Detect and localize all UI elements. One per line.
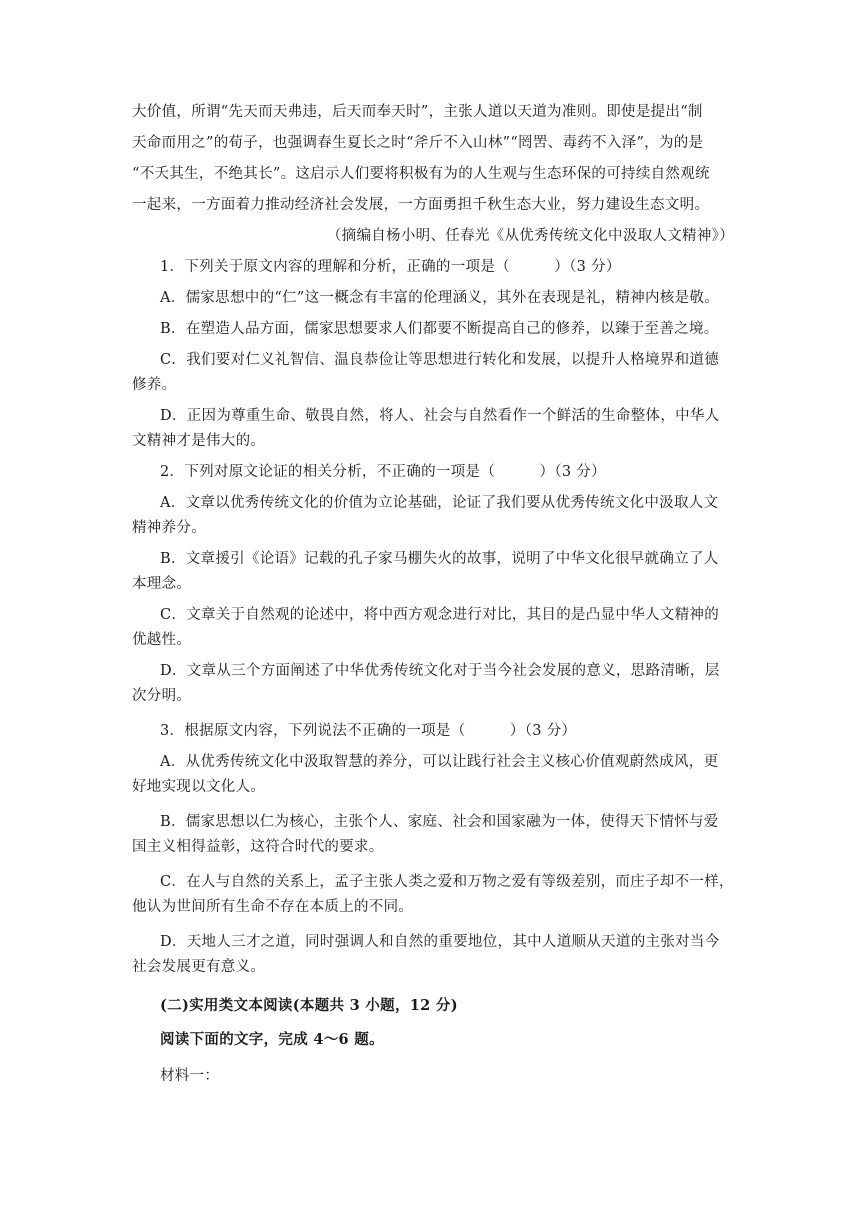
question-2-option-d-cont: 次分明。 [132, 688, 192, 704]
question-2-option-d: D．文章从三个方面阐述了中华优秀传统文化对于当今社会发展的意义，思路清晰，层 [160, 663, 720, 679]
section-heading: (二)实用类文本阅读(本题共 3 小题，12 分) [160, 997, 458, 1014]
question-1-stem: 1．下列关于原文内容的理解和分析，正确的一项是（ ）（3 分） [160, 259, 621, 275]
question-1-option-b: B．在塑造人品方面，儒家思想要求人们都要不断提高自己的修养，以臻于至善之境。 [160, 321, 719, 337]
question-1-option-c: C．我们要对仁义礼智信、温良恭俭让等思想进行转化和发展，以提升人格境界和道德 [160, 352, 719, 368]
question-1-option-d-cont: 文精神才是伟大的。 [132, 433, 266, 449]
passage-line-1: 大价值，所谓“先天而天弗违，后天而奉天时”，主张人道以天道为准则。即使是提出“制 [132, 104, 703, 120]
question-2-option-c-cont: 优越性。 [132, 632, 192, 648]
question-3-option-a: A．从优秀传统文化中汲取智慧的养分，可以让践行社会主义核心价值观蔚然成风，更 [160, 754, 719, 770]
passage-source: （摘编自杨小明、任春光《从优秀传统文化中汲取人文精神》） [326, 228, 734, 244]
question-3-option-a-cont: 好地实现以文化人。 [132, 779, 266, 795]
material-label: 材料一： [160, 1068, 220, 1084]
question-1-option-c-cont: 修养。 [132, 377, 177, 393]
question-3-stem: 3．根据原文内容，下列说法不正确的一项是（ ）（3 分） [160, 723, 577, 739]
question-1-option-a: A．儒家思想中的“仁”这一概念有丰富的伦理涵义，其外在表现是礼，精神内核是敬。 [160, 290, 719, 306]
question-2-option-a: A．文章以优秀传统文化的价值为立论基础，论证了我们要从优秀传统文化中汲取人文 [160, 495, 719, 511]
question-2-option-c: C．文章关于自然观的论述中，将中西方观念进行对比，其目的是凸显中华人文精神的 [160, 607, 719, 623]
passage-line-4: 一起来，一方面着力推动经济社会发展，一方面勇担千秋生态大业，努力建设生态文明。 [132, 197, 710, 213]
passage-line-3: “不夭其生，不绝其长”。这启示人们要将积极有为的人生观与生态环保的可持续自然观统 [132, 166, 710, 182]
question-1-option-d: D．正因为尊重生命、敬畏自然，将人、社会与自然看作一个鲜活的生命整体，中华人 [160, 408, 720, 424]
question-2-option-a-cont: 精神养分。 [132, 520, 206, 536]
section-instruction: 阅读下面的文字，完成 4～6 题。 [160, 1031, 384, 1048]
question-3-option-b: B．儒家思想以仁为核心，主张个人、家庭、社会和国家融为一体，使得天下情怀与爱 [160, 814, 719, 830]
question-3-option-d: D．天地人三才之道，同时强调人和自然的重要地位，其中人道顺从天道的主张对当今 [160, 934, 720, 950]
question-3-option-c: C．在人与自然的关系上，孟子主张人类之爱和万物之爱有等级差别，而庄子却不一样， [160, 874, 734, 890]
passage-line-2: 天命而用之”的荀子，也强调春生夏长之时“斧斤不入山林”“罔罟、毒药不入泽”，为的是 [132, 135, 704, 151]
question-3-option-d-cont: 社会发展更有意义。 [132, 959, 266, 975]
question-2-option-b-cont: 本理念。 [132, 576, 192, 592]
question-2-option-b: B．文章援引《论语》记载的孔子家马棚失火的故事，说明了中华文化很早就确立了人 [160, 551, 719, 567]
question-3-option-c-cont: 他认为世间所有生命不存在本质上的不同。 [132, 899, 414, 915]
question-3-option-b-cont: 国主义相得益彰，这符合时代的要求。 [132, 839, 384, 855]
question-2-stem: 2．下列对原文论证的相关分析，不正确的一项是（ ）（3 分） [160, 464, 606, 480]
